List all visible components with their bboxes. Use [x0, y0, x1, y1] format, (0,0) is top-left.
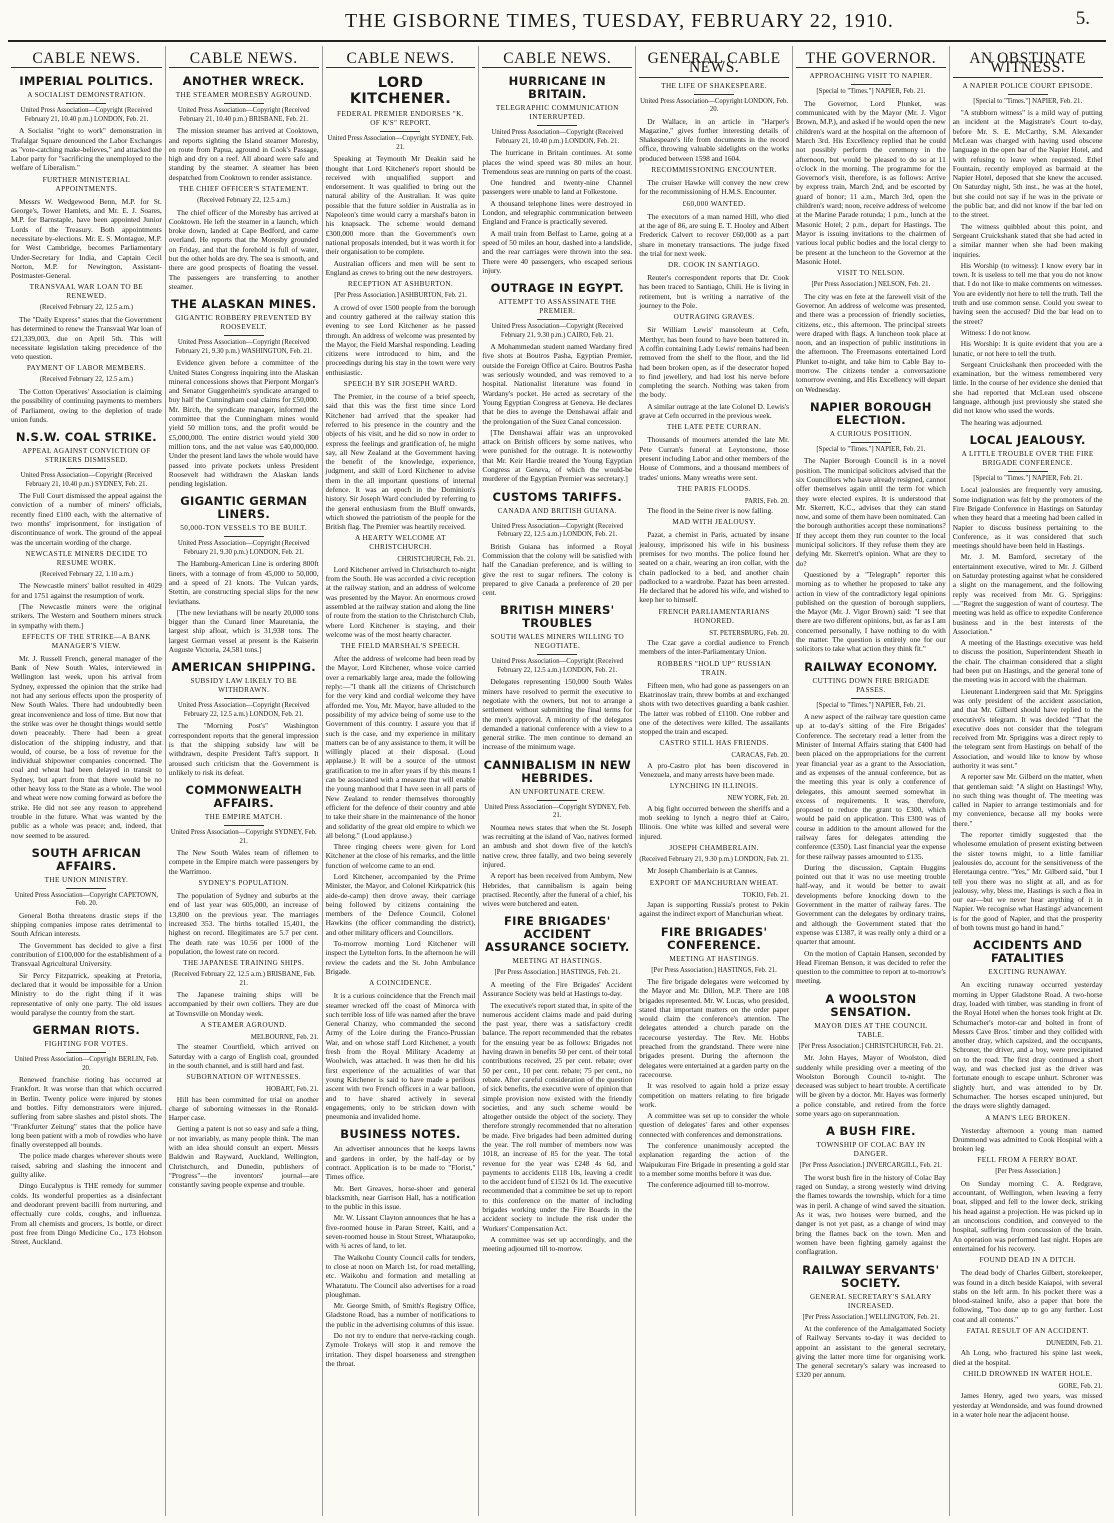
dateline: [Special to "Times."] NAPIER, Feb. 21. — [816, 445, 926, 453]
article-paragraph: The steamer Courtfield, which arrived on Saturday with a cargo of English coal, grounded in the south channel, and is still hard and fast. — [168, 1042, 319, 1070]
article-headline: RAILWAY ECONOMY. — [804, 659, 938, 674]
dateline: United Press Association—Copyright BERLIN, Feb. 20. — [14, 1056, 159, 1072]
article-paragraph: Speaking at Teymouth Mr Deakin said he thought that Lord Kitchener's report should be received with unqualified support and endorsement. It was qualified to bring out the natural ability of the Australian. It was quite possible that the future soldier in Australia as in Napoleon's time would carry a marshal's baton in his knapsack. The scheme would demand £300,000 more than the Government's own national proposals intended, but it was worth it for their organisation to be complete. — [325, 154, 476, 257]
article-paragraph: Hill has been committed for trial on another charge of suborning witnesses in the Ronald-Harper case. — [168, 1094, 319, 1123]
article-paragraph: A committee was set up to consider the whole question of delegates' fares and other expenses connected with conferences and demonstrations. — [639, 1111, 789, 1139]
article-paragraph: Sergeant Cruickshank then proceeded with the examination, but the witness remembered very little. In the course of her evidence she denied that she had reported that McLean used obscene language, although just previously she stated she did not know who used the words. — [952, 359, 1103, 416]
article-subheading: MAYOR DIES AT THE COUNCIL TABLE. — [814, 1021, 928, 1039]
article-subheading: AN UNFORTUNATE CREW. — [509, 787, 606, 796]
article-subheading: EXCITING RUNAWAY. — [988, 968, 1068, 977]
article-subheading: ROBBERS "HOLD UP" RUSSIAN TRAIN. — [657, 659, 772, 677]
article-paragraph: A new aspect of the railway tare question came up at to-day's sitting of the Fire Brigades' Conference. The secretary read a letter from the Minister of Internal Affairs stating that £400 had been placed on the appropriations for the current year financial year as a grant to the Association, and as expenses of the annual conference, but as the meeting this year is only a conference of delegates, this amount seemed somewhat in excess of requirements. It was, therefore, proposed to reduce the grant to £300, which would be paid on application. This £300 was of course in addition to the amount allowed for the railway fares for delegates attending the conference (£350). Last financial year the expense for these railway passes amounted to £135. — [795, 712, 946, 861]
divider — [66, 888, 106, 889]
article-subheading: THE UNION MINISTRY. — [44, 875, 129, 884]
section-banner: CABLE NEWS. — [169, 54, 319, 68]
article-paragraph: His Worship: It is quite evident that you are a lunatic, or not here to tell the truth. — [952, 339, 1103, 358]
article-paragraph: After the address of welcome had been read by the Mayor, Lord Kitchener, whose voice carried over a remarkably large area, made the following reply:—"I thank all the citizens of Christchurch for the very kind and cordial welcome they have afforded me. You, Mr. Mayor, have alluded to the possibility of my advice being of some use to the Government of this country. I assure you that if such is the case, and my experience in military matters can be of any assistance to them, it will be willingly placed at their disposal. (Loud applause.) It will be a source of the utmost gratification to me in after years if by this means I can be associated with a measure that will enable the young manhood that I have seen in all parts of New Zealand to render themselves thoroughly efficient for the defence of their country and able to take their share in the maintenance of the honor and solidarity of the great old empire to which we all belong." (Loud applause.) — [325, 654, 476, 840]
article-headline: CANNIBALISM IN NEW HEBRIDES. — [483, 757, 631, 785]
article-paragraph: A reporter saw Mr. Gilberd on the matter, when that gentleman said: "A slight on Hastings! Why, no such thing was thought of. The meeting was called in Napier to arrange testimonials and for my convenience, because all my books were there." — [952, 772, 1103, 828]
article-paragraph: The Government has decided to give a first contribution of £100,000 for the establishment of a Transvaal Agricultural University. — [11, 940, 162, 969]
dateline: United Press Association—Copyright CAPETOWN, Feb. 20. — [14, 891, 159, 908]
article-paragraph: Mr. George Smith, of Smith's Registry Office, Gladstone Road, has a number of notifications to the public in the advertising columns of this issue. — [325, 1301, 476, 1329]
dateline: United Press Association—Copyright (Received February 21, 9.30 p.m.) WASHINGTON, Feb. 21. — [175, 339, 312, 355]
article-subheading: GENERAL SECRETARY'S SALARY INCREASED. — [809, 1292, 932, 1310]
article-subheading: THE CHIEF OFFICER'S STATEMENT. — [178, 185, 309, 194]
article-subheading: THE LATE PETE CURRAN. — [666, 423, 762, 432]
article-subheading: RECOMMISSIONING ENCOUNTER. — [651, 166, 777, 175]
article-paragraph: Noumea news states that when the St. Joseph was recruiting at the island of Vao, natives formed an ambush and shot down five of the ketch's native crew, three fatally, and two being severely injured. — [482, 822, 633, 869]
article-subheading: EXPORT OF MANCHURIAN WHEAT. — [649, 878, 779, 887]
divider — [66, 1052, 106, 1053]
article-paragraph: The flood in the Seine river is now falling. — [647, 506, 774, 516]
divider — [1008, 94, 1048, 95]
article-paragraph: It is a curious coincidence that the French mail steamer wrecked off the coast of Minorca with such terrible loss of life was named after the brave General Chanzy, who commanded the second Army of the Loire during the Franco-Prussian War, and on whose staff Lord Kitchener, a youth fresh from the Royal Military Academy at Woolwich, was attached. It was then he did his first experience of the actualities of war that young Kitchener is said to have made a perilous ascent with two French officers in a war balloon, and to have shared actively in several engagements, only to be stricken down with pneumonia and invalided home. — [325, 991, 476, 1122]
dateline: NEW YORK, Feb. 20. — [727, 795, 789, 803]
divider — [537, 125, 577, 126]
article-paragraph: An exciting runaway occurred yesterday morning in Upper Gladstone Road. A two-horse dray, loaded with timber, was standing in front of the Royal Hotel when the horses took fright at Dr. Schumacher's motor-car and bolted in front of Messrs Cave Bros.' timber and they collided with another dray, which capsized, and the occupants, Schroner, the driver, and a boy, were precipitated on to the road. The first dray continued a short way, and was checked just as the driver was fortunate enough to escape unhurt. Schroner was slightly hurt, and was attended to by Dr. Schumacher. The horses escaped uninjured, but the drays were slightly damaged. — [952, 980, 1103, 1111]
article-paragraph: Local jealousies are frequently very amusing. Some indignation was felt by the promoters of the Fire Brigade Conference in Hastings on Saturday when they heard that a meeting had been called in Napier to discuss business pertaining to the Conference, as it was considered that such meetings should have been held in Hastings. — [952, 485, 1103, 551]
article-paragraph: The city was en fete at the farewell visit of the Governor. An address of welcome was presented, and there was a procession of friendly societies, citizens, etc., this afternoon. The principal streets were draped with flags. A luncheon took place at noon, and an inspection of public institutions in the afternoon. The Freemasons entertained Lord Plunket to-night, and take him to Cable Bay to-morrow. The citizens tender a conversazione tomorrow evening, and His Excellency will depart on Wednesday. — [795, 291, 946, 394]
article-paragraph: Mr. Bert Greaves, horse-shoer and general blacksmith, near Garrison Hall, has a notification to the public in this issue. — [325, 1183, 476, 1212]
article-paragraph: His Worship (to witness): I know every bar in town. It is useless to tell me that you do not know that. I do not like to make comments on witnesses. You are evidently not here to tell the truth. Tell the truth and use common sense. Could you swear to having seen the accused? Did the bar lead on to the street? — [952, 260, 1103, 326]
dateline: (Received February 22, 1.10 a.m.) — [39, 570, 134, 578]
article-headline: HURRICANE IN BRITAIN. — [508, 74, 606, 102]
article-paragraph: Yesterday afternoon a young man named Drummond was admitted to Cook Hospital with a broken leg. — [952, 1125, 1103, 1154]
article-paragraph: Dr Wallace, in an article in "Harper's Magazine," gives further interesting details of Shakespeare's life from documents in the record office, throwing valuable sidelights on the works produced between 1598 and 1604. — [639, 116, 789, 163]
article-headline: THE ALASKAN MINES. — [170, 297, 317, 312]
article-paragraph: The conference unanimously accepted the explanation regarding the action of the Waipukurau Fire Brigade in presenting a gold star to a member some months before it was due. — [639, 1141, 789, 1178]
divider — [851, 84, 891, 85]
article-paragraph: The Newcastle miners' ballot resulted in 4029 for and 1751 against the resumption of work. — [11, 581, 162, 600]
article-headline: A BUSH FIRE. — [826, 1124, 916, 1139]
dateline: [Per Press Association.] CHRISTCHURCH, Feb. 21. — [798, 1042, 944, 1050]
dateline: (Received February 22, 12.5 a.m.) — [39, 304, 134, 312]
article-paragraph: The Cotton Operatives' Association is claiming the possibility of continuing payments to members of Parliament, owing to the depletion of trade union funds. — [11, 386, 162, 424]
article-paragraph: The "Daily Express" states that the Government has determined to renew the Transvaal War loan of £21,339,003, due on April 5th. This will necessitate legislation taking precedence of the veto question. — [11, 314, 162, 362]
article-paragraph: Sir William Lewis' mausoleum at Cefn, Merthyr, has been found to have been battered in. A coffin containing Lady Lewis' remains had been removed from the shelf to the floor, and the lid had been broken open, as if the desecrator hoped to find jewellery, and had lost his nerve before completing the search. Nothing was taken from the body. — [639, 325, 789, 400]
article-headline: A WOOLSTON SENSATION. — [825, 991, 917, 1019]
article-subheading: THE EMPIRE MATCH. — [204, 813, 283, 822]
dateline: [Per Press Association.] NELSON, Feb. 21. — [811, 281, 931, 289]
article-paragraph: A pro-Castro plot has been discovered in Venezuela, and many arrests have been made. — [639, 760, 789, 780]
article-subheading: 50,000-TON VESSELS TO BE BUILT. — [180, 524, 308, 533]
divider — [380, 131, 420, 132]
article-subheading: SYDNEY'S POPULATION. — [198, 879, 289, 888]
article-paragraph: The "Morning Post's" Washington correspondent reports that the general impression is that the shipping subsidy law will be withdrawn, despite President Taft's support. It aroused such criticism that the Government is unlikely to risk its defeat. — [168, 721, 319, 777]
dateline: GORE, Feb. 21. — [1058, 1382, 1103, 1390]
divider — [537, 519, 577, 520]
article-subheading: LYNCHING IN ILLINOIS. — [669, 782, 759, 791]
article-paragraph: The Hamburg-American Line is ordering 800ft liners, with a tonnage of from 45,000 to 50,000, and a speed of 21 knots. The Vulcan yards, Stettin, are constructing special slips for the new leviathans. — [168, 559, 319, 606]
article-headline: LORD KITCHENER. — [349, 75, 452, 108]
article-paragraph: An advertiser announces that he keeps lawns and gardens in order, by the half-day or by contract. Application is to be made to "Florist," Times office. — [325, 1144, 476, 1182]
article-paragraph: Do not try to endure that nerve-racking cough. Zymole Trokeys will stop it and remove the irritation. They dispel hoarseness and strengthen the throat. — [325, 1331, 476, 1368]
dateline: [Per Press Association.] — [995, 1168, 1061, 1176]
article-headline: ANOTHER WRECK. — [182, 74, 305, 89]
article-subheading: TRANSVAAL WAR LOAN TO BE RENEWED. — [29, 283, 144, 301]
article-subheading: FATAL RESULT OF AN ACCIDENT. — [966, 1327, 1089, 1336]
article-headline: ACCIDENTS AND FATALITIES — [973, 938, 1083, 966]
article-subheading: SUBSIDY LAW LIKELY TO BE WITHDRAWN. — [190, 677, 297, 695]
article-subheading: MEETING AT HASTINGS. — [512, 957, 603, 966]
divider — [851, 442, 891, 443]
article-headline: FIRE BRIGADES' CONFERENCE. — [660, 924, 768, 952]
article-paragraph: The dead body of Charles Gilbert, storekeeper, was found in a ditch beside Kaiapoi, with several stabs on the left arm. In his pocket there was a blood-stained knife, also a paper that bore the following, "Too done up to go any further. Lost coat and all contents." — [952, 1268, 1103, 1324]
article-headline: FIRE BRIGADES' ACCIDENT ASSURANCE SOCIETY. — [484, 914, 630, 955]
dateline: United Press Association—Copyright (Received February 22, 12.5 a.m.) LONDON, Feb. 21. — [177, 702, 310, 718]
article-paragraph: Lord Kitchener arrived in Christchurch to-night from the South. He was accorded a civic reception at the railway station, and an address of welcome was presented by the Mayor. An enormous crowd assembled at the railway station and along the line of route from the station to the Christchurch Club, where Lord Kitchener is staying, and their welcome was of the most hearty character. — [325, 564, 476, 639]
column-7 — [949, 46, 1106, 1516]
article-headline: N.S.W. COAL STRIKE. — [15, 430, 157, 445]
article-paragraph: Mr. John Hayes, Mayor of Woolston, died suddenly while presiding over a meeting of the Woolston Borough Council to-night. The deceased was subject to heart trouble. A certificate will be given by a doctor. Mr. Hayes was formerly a police constable, and retired from the force some years ago on superannuation. — [795, 1053, 946, 1119]
article-subheading: A CURIOUS POSITION. — [829, 429, 912, 438]
divider — [694, 94, 734, 95]
article-headline: BRITISH MINERS' TROUBLES — [500, 603, 615, 631]
article-paragraph: A crowd of over 1500 people from the borough and country gathered at the railway station this evening to see Lord Kitchener as he passed through. An address of welcome was presented by the Mayor, the Field Marshal responding. Leading citizens were introduced to him, and the proceedings during his stay in the town were very enthusiastic. — [325, 302, 476, 377]
article-paragraph: Lord Kitchener, accompanied by the Prime Minister, the Mayor, and Colonel Kirkpatrick (his aide-de-camp) then drove away, their carriage being followed by citizens containing the members of the Defence Council, Colonel Hawkins (the officer commanding the district), and other military officers and Councillors. — [325, 871, 476, 937]
dateline: MELBOURNE, Feb. 21. — [250, 1034, 319, 1042]
article-paragraph: Mr. J. M. Bamford, secretary of the entertainment executive, wired to Mr. J. Gilberd on Saturday protesting against what he considered a slight on the management, and the following reply was received from Mr. G. Spriggins:—"Regret the suggestion of want of courtesy. The meeting was held as office to expedite Conference business and in the best interests of the Association." — [952, 552, 1103, 636]
masthead — [0, 0, 1114, 40]
article-paragraph: [The new leviathans will be nearly 20,000 tons bigger than the Cunard liner Mauretania, the largest ship afloat, which is 31,938 tons. The largest German vessel at present is the Kaiserin Auguste Victoria, 24,581 tons.] — [168, 607, 319, 655]
article-headline: COMMONWEALTH AFFAIRS. — [185, 783, 302, 811]
article-paragraph: The Full Court dismissed the appeal against the conviction of a number of miners' officials, recently fined £100 each, with the alternative of two months' imprisonment, for instigation of discontinuance of work. The ground of the appeal was the uncertain wording of the charge. — [11, 491, 162, 547]
article-paragraph: The Czar gave a cordial audience to French members of the inter-Parliamentary Union. — [639, 638, 789, 657]
dateline: [Per Press Association.] ASHBURTON, Feb. 21. — [334, 292, 467, 300]
article-subheading: SUBORNATION OF WITNESSES. — [186, 1073, 302, 1082]
article-headline: BUSINESS NOTES. — [340, 1127, 461, 1142]
dateline: [Per Press Association.] INVERCARGILL, Feb. 21. — [799, 1162, 942, 1170]
divider — [851, 698, 891, 699]
article-headline: AMERICAN SHIPPING. — [171, 660, 316, 675]
article-subheading: MAD WITH JEALOUSY. — [672, 518, 756, 527]
article-paragraph: During the discussion, Captain Huggins pointed out that it was no use meeting trouble half-way, and it would be better to await developments before knocking down to the Government in the matter of railway fares. The Government can the delegates by ordinary trains, and although the Government stated that the expense was £1387, it was really only a third or a quarter that amount. — [795, 862, 946, 947]
article-paragraph: Ah Long, who fractured his spine last week, died at the hospital. — [952, 1348, 1103, 1367]
dateline: [Special to "Times."] NAPIER, Feb. 21. — [816, 88, 926, 96]
article-paragraph: Three ringing cheers were given for Lord Kitchener at the close of his remarks, and the little function of welcome came to an end. — [325, 842, 476, 870]
article-paragraph: The population of Sydney and suburbs at the end of last year was 605,000, an increase of 13,800 on the previous year. The marriages increased 353. The births totalled 15,401, the highest on record. Illegitimates are 5.7 per cent. The death rate was 10.56 per 1000 of the population, the lowest rate on record. — [168, 891, 319, 956]
article-headline: RAILWAY SERVANTS' SOCIETY. — [802, 1262, 940, 1290]
article-paragraph: Japan is supporting Russia's protest to Pekin against the indirect export of Manchurian wheat. — [639, 899, 789, 919]
dateline: United Press Association—Copyright (Received February 22, 12.5 a.m.) LONDON, Feb. 21. — [491, 522, 624, 539]
article-paragraph: Mr Joseph Chamberlain is at Cannes. — [647, 866, 758, 876]
divider — [224, 103, 264, 104]
article-paragraph: Australian officers and men will be sent to England as crews to bring out the new destroyers. — [325, 258, 476, 277]
article-paragraph: The Waikohu County Council calls for tenders, to close at noon on March 1st, for road metalling, etc. Waikohu and formation and metalling at Whatatutu. The Council also advertises for a road ploughman. — [325, 1252, 476, 1299]
dateline: (Received February 22, 12.5 a.m.) — [39, 376, 134, 384]
article-subheading: A MAN'S LEG BROKEN. — [985, 1113, 1071, 1122]
article-headline: GERMAN RIOTS. — [32, 1023, 141, 1038]
dateline: United Press Association—Copyright SYDNEY, Feb. 21. — [327, 135, 474, 151]
section-banner: CABLE NEWS. — [326, 54, 476, 68]
article-paragraph: Mr. J. Russell French, general manager of the Bank of New South Wales, interviewed in Wellington last week, upon his arrival from Sydney, expressed the opinion that the strike had not had any serious effects upon the prosperity of New South Wales. There had undoubtedly been great inconvenience and loss of time. But now that the strike was over he thought things would settle down peaceably. There had been a great dislocation of the shipping industry, and that would, of course, be a loss of revenue for the individual shipowner companies concerned. The coal and wheat had been delayed in transit to Sydney, but apart from that there would be no other heavy loss to the State as a whole. The wool and wheat were now coming forward as before the strike. He did not see any reason to apprehend trouble in the future. What was wanted by the public as a whole was peace; and, indeed, that now seemed to be assured. — [11, 653, 162, 840]
article-paragraph: The Premier, in the course of a brief speech, said that this was the first time since Lord Kitchener had arrived that the speaker had referred to his presence in the country and the objects of his visit, and he did so now in order to express the feelings and gratification of, he might say, all New Zealand at the Government having the benefit of the knowledge, experience, judgment, and skill of Lord Kitchener to advise them in the all important questions of internal defence. It was an epoch in the Dominion's history. Sir Joseph Ward concluded by referring to the general enthusiasm from the Bluff onwards, which showed the patriotism of the people for the British flag. The Premier was heartily received. — [325, 392, 476, 532]
divider — [537, 654, 577, 655]
article-paragraph: A mail train from Belfast to Larne, going at a speed of 50 miles an hour, dashed into a landslide, and the rear carriages were thrown into the sea. There were 40 passengers, who escaped serious injury. — [482, 228, 633, 275]
dateline: CARACAS, Feb. 20. — [731, 752, 789, 760]
masthead-title: THE GISBORNE TIMES, TUESDAY, FEBRUARY 22, 1910. — [345, 10, 894, 32]
article-paragraph: It was resolved to again hold a prize essay competition on matters relating to fire brigade work. — [639, 1081, 789, 1109]
article-subheading: FEDERAL PREMIER ENDORSES "K. OF K'S" REPORT. — [337, 110, 464, 128]
column-3 — [322, 46, 479, 1516]
article-paragraph: On Sunday morning C. A. Redgrave, accountant, of Wellington, when leaving a ferry boat, slipped and fell to the lower deck, striking his head against a projection. He was picked up in an unconscious condition, and conveyed to the hospital, suffering from concussion of the brain. An operation was performed last night. Hopes are entertained for his recovery. — [952, 1178, 1103, 1253]
article-headline: NAPIER BOROUGH ELECTION. — [810, 399, 932, 427]
article-paragraph: [The Newcastle miners were the original strikers. The Western and Southern miners struck in sympathy with them.] — [11, 602, 162, 630]
article-subheading: £60,000 WANTED. — [682, 199, 746, 208]
article-paragraph: A report has been received from Ambym, New Hebrides, that cannibalism is again being practised. Recently, after the funeral of a chief, his wives were butchered and eaten. — [482, 871, 633, 909]
page-number: 5. — [1075, 8, 1090, 29]
article-subheading: TELEGRAPHIC COMMUNICATION INTERRUPTED. — [495, 104, 619, 122]
dateline: (Received February 22, 12.5 a.m.) BRISBANE, Feb. 21. — [171, 971, 316, 987]
article-paragraph: The Japanese training ships will be accompanied by their own colliers. They are due at Townsville on Monday week. — [168, 990, 319, 1018]
article-paragraph: On the motion of Captain Hansen, seconded by Head Fireman Benson, it was decided to refer the question to the committee to report at to-morrow's meeting. — [795, 948, 946, 986]
article-paragraph: One hundred and twenty-nine Channel passengers were unable to land at Folkestone. — [482, 178, 633, 197]
article-headline: GIGANTIC GERMAN LINERS. — [180, 494, 308, 522]
dateline: United Press Association—Copyright (Received February 21, 10.40 p.m.) LONDON, Feb. 21. — [491, 129, 624, 145]
dateline: United Press Association—Copyright (Received February 22, 12.5 a.m.) LONDON, Feb. 21. — [491, 658, 624, 674]
article-paragraph: Delegates representing 150,000 South Wales miners have resolved to permit the executive to negotiate with the owners, but not to arrange a settlement without submitting the final terms for the men's approval. A minority of the delegates demanded a national conference with a view to a general strike. The men continue to demand an increase of the minimum wage. — [482, 677, 633, 752]
section-banner: GENERAL CABLE NEWS. — [639, 54, 789, 78]
divider — [224, 536, 264, 537]
article-subheading: FURTHER MINISTERIAL APPOINTMENTS. — [42, 175, 131, 193]
article-paragraph: The chief officer of the Moresby has arrived at Cooktown. He left the steamer in a launch, which broke down, landed at Cape Bedford, and came overland. He reports that the Moresby grounded on Friday, and that the forehold is full of water, but the other holds are dry. The sea is smooth, and there are good prospects of floating the vessel. The passengers are transferring to another steamer. — [168, 207, 319, 291]
divider — [537, 319, 577, 320]
article-subheading: A SOCIALIST DEMONSTRATION. — [27, 91, 146, 100]
article-paragraph: Dingo Eucalyptus is THE remedy for summer colds. Its wonderful properties as a disinfectant and deodorant prevent bacilli from nurturing, and effectually cure colds, coughs, and influenza. From all chemists and grocers, 1s bottle, or direct post free from Dingo Medicine Co., 173 Hobson Street, Auckland. — [11, 1181, 162, 1247]
article-paragraph: To-morrow morning Lord Kitchener will inspect the Lyttelton forts. In the afternoon he will review the cadets and the St. John Ambulance Brigade. — [325, 939, 476, 976]
article-headline: LOCAL JEALOUSY. — [969, 432, 1086, 447]
article-paragraph: Mr. W. Lissant Clayton announces that he has a five-roomed house in Parau Street, Kaiti, and a seven-roomed house in Stout Street, Whataupoko, with ¾ acres of land, to let. — [325, 1213, 476, 1251]
article-subheading: FELL FROM A FERRY BOAT. — [977, 1156, 1078, 1165]
article-paragraph: Sir Percy Fitzpatrick, speaking at Pretoria, declared that it would be impossible for a Union Ministry to do the right thing if it was representative of only one party. The old issues would paralyse the country from the start. — [11, 970, 162, 1017]
article-subheading: FRENCH PARLIAMENTARIANS HONORED. — [658, 607, 770, 625]
article-subheading: A LITTLE TROUBLE OVER THE FIRE BRIGADE CONFERENCE. — [961, 449, 1094, 467]
article-paragraph: A Socialist "right to work" demonstration in Trafalgar Square denounced the Labor Exchanges as "vote-catching make-believes," and attacked the Labor party for "sacrificing the unemployed to the welfare of Liberalism." — [11, 126, 162, 173]
article-paragraph: At the conference of the Amalgamated Society of Railway Servants to-day it was decided to appoint an assistant to the general secretary, giving the latter more time for organising work. The general secretary's salary was increased to £320 per annum. — [795, 1324, 946, 1380]
article-subheading: A COINCIDENCE. — [369, 979, 432, 988]
article-subheading: ATTEMPT TO ASSASSINATE THE PREMIER. — [498, 298, 617, 316]
article-headline: SOUTH AFRICAN AFFAIRS. — [31, 845, 142, 873]
dateline: HOBART, Feb. 21. — [266, 1086, 319, 1094]
masthead-rule — [8, 40, 1106, 42]
dateline: CHRISTCHURCH, Feb. 21. — [397, 556, 476, 564]
article-paragraph: The Napier Borough Council is in a novel position. The municipal solicitors advised that the six Councillors who have already resigned, cannot offer themselves again until the term for which they were elected expires. It is understood that Mr. Skerrett, K.C., advises that they can stand now, and some of them have been nominated. Can the borough authorities accept these nominations? If they accept them they run counter to the local municipal solicitors. If they refuse them they are defying Mr. Skerrett's opinion. What are they to do? — [795, 456, 946, 568]
article-paragraph: Witness: I do not know. — [960, 327, 1031, 337]
article-paragraph: Lieutenant Lindergreen said that Mr. Spriggins was only president of the accident association, and that Mr. Gilberd should have replied to the executive's telegram. It was decided "That the executive does not consider that the telegram received from Mr. Spriggins was a direct reply to the telegram sent from Hastings on behalf of the Association, and would like to know by whose authority it was sent." — [952, 686, 1103, 770]
article-subheading: APPROACHING VISIT TO NAPIER. — [809, 72, 933, 81]
article-subheading: SPEECH BY SIR JOSEPH WARD. — [343, 380, 458, 389]
article-subheading: VISIT TO NELSON. — [837, 269, 905, 278]
article-subheading: NEWCASTLE MINERS DECIDE TO RESUME WORK. — [25, 549, 148, 567]
article-paragraph: The hearing was adjourned. — [960, 417, 1043, 427]
article-paragraph: The executors of a man named Hill, who died at the age of 86, are suing E. T. Hooley and Albert Frederick Calvert to recover £60,000 as a part share in monetary transactions. The judge fixed the trial for next week. — [639, 211, 789, 258]
article-subheading: THE PARIS FLOODS. — [677, 484, 751, 493]
dateline: TOKIO, Feb. 21. — [742, 891, 789, 899]
column-2 — [165, 46, 322, 1516]
article-paragraph: Evidence given before a committee of the United States Congress inquiring into the Alaskan mineral concessions shows that Pierpont Morgan's and Senator Guggenheim's syndicate arranged to buy half the Cunningham coal claims for £50,000. Mr. Birch, the syndicate manager, informed the committee that the Cunningham mines would yield 50 million tons, and the profit would be £5,000,000. The entire district would yield 300 million tons, and the net value was £40,000,000. Under the present land laws the whole would have passed into private pockets unless President Roosevelt had withdrawn the Alaskan lands pending legislation. — [168, 358, 319, 489]
article-subheading: THE JAPANESE TRAINING SHIPS. — [183, 959, 305, 968]
article-paragraph: James Henry, aged two years, was missed yesterday at Wendonside, and was found drowned in a water hole near the adjacent house. — [952, 1391, 1103, 1419]
article-paragraph: The fire brigade delegates were welcomed by the Mayor and Mr. Dillon, M.P. There are 108 brigades represented. Mr. W. Lucas, who presided, stated that important matters on the order paper would claim the conference's attention. The delegates attended a church parade on the racecourse yesterday. The Rev. Mr. Hobbs preached from the grandstand. There were nine brigades present. During the afternoon the delegates were entertained at a garden party on the racecourse. — [639, 977, 789, 1079]
dateline: United Press Association—Copyright (Received February 21, 10.40 p.m.) SYDNEY, Feb. 21. — [20, 472, 153, 488]
article-subheading: PAYMENT OF LABOR MEMBERS. — [26, 364, 146, 373]
divider — [1008, 471, 1048, 472]
divider — [224, 335, 264, 336]
article-paragraph: The mission steamer has arrived at Cooktown, and reports sighting the Island steamer Moresby, en route from Papua, aground in Cook's Passage, high and dry on a reef. All aboard were safe and standing by the steamer. A steamer has been despatched from Cooktown to render assistance. — [168, 126, 319, 182]
divider — [224, 825, 264, 826]
article-subheading: FIGHTING FOR VOTES. — [44, 1040, 129, 1049]
article-subheading: TOWNSHIP OF COLAC BAY IN DANGER. — [816, 1141, 926, 1159]
section-banner: AN OBSTINATE WITNESS. — [953, 54, 1103, 78]
article-subheading: CHILD DROWNED IN WATER HOLE. — [962, 1369, 1093, 1378]
article-paragraph: Messrs W. Wedgewood Benn, M.P. for St. George's, Tower Hamlets, and Mr. E. J. Soares, M.P. for Barnstaple, have been appointed Junior Lords of the Treasury. Both appointments necessitate by-elections. Mr. E. S. Montague, M.P. for West Cambridge, becomes Parliamentary Under-Secretary for India, and Captain Cecil Norton, M.P. for Newington, Assistant-Postmaster-General. — [11, 196, 162, 281]
article-subheading: THE FIELD MARSHAL'S SPEECH. — [340, 642, 461, 651]
article-subheading: CANADA AND BRITISH GUIANA. — [497, 506, 617, 515]
article-subheading: JOSEPH CHAMBERLAIN. — [669, 843, 759, 852]
dateline: PARIS, Feb. 20. — [744, 497, 789, 505]
dateline: [Special to "Times."] NAPIER, Feb. 21. — [973, 97, 1083, 105]
article-subheading: DR. COOK IN SANTIAGO. — [668, 261, 761, 270]
article-paragraph: The Governor, Lord Plunket, was communicated with by the Mayor (Mr. J. Vigor Brown, M.P.), and asked if he would open the new children's ward at the hospital on the afternoon of March 3rd. His Excellency replied that he could not possibly perform the ceremony in the afternoon, but would be pleased to do so at 11 o'clock in the morning. The programme for the Governor's visit, therefore, is as follows: Arrive by express train, March 2nd, and be escorted by guard of honor; 11 a.m., March 3rd, open the children's ward; noon, receive address of welcome at the Marine Parade rotunda; 1 p.m., lunch at the Masonic Hotel; 2 p.m., depart for Hastings. The Mayor is issuing invitations to the chairmen of various local public bodies and the local clergy to be present at the luncheon to the Governor at the Masonic Hotel. — [795, 98, 946, 266]
dateline: United Press Association—Copyright (Received February 21, 10.40 p.m.) BRISBANE, Feb. 21. — [177, 107, 310, 123]
article-subheading: GIGANTIC ROBBERY PREVENTED BY ROOSEVELT. — [175, 314, 313, 332]
article-subheading: MEETING AT HASTINGS. — [669, 954, 759, 963]
article-headline: OUTRAGE IN EGYPT. — [490, 281, 624, 296]
dateline: (Received February 21, 9.30 p.m.) LONDON, Feb. 21. — [639, 855, 789, 863]
article-subheading: CASTRO STILL HAS FRIENDS. — [659, 739, 769, 748]
article-paragraph: The cruiser Hawke will convey the new crew for the recommissioning of H.M.S. Encounter. — [639, 178, 789, 197]
article-paragraph: A meeting of the Fire Brigades' Accident Assurance Society was held at Hastings to-day. — [482, 979, 633, 999]
section-banner: CABLE NEWS. — [11, 54, 162, 68]
article-paragraph: The conference adjourned till to-morrow. — [647, 1180, 770, 1190]
divider — [224, 698, 264, 699]
article-paragraph: Reuter's correspondent reports that Dr. Cook has been traced to Santiago, Chili. He is living in retirement, but is writing a narrative of the journey to the Pole. — [639, 273, 789, 311]
dateline: [Per Press Association.] WELLINGTON, Feb. 21. — [802, 1313, 940, 1321]
article-paragraph: British Guiana has informed a Royal Commission that the colony will be satisfied with half the Canadian preference, and is willing to give the rest to sugar refiners. The colony is prepared to give Canada a preference of 20 per cent. — [482, 541, 633, 598]
dateline: ST. PETERSBURG, Feb. 20. — [709, 629, 789, 637]
article-paragraph: Questioned by a "Telegraph" reporter this morning as to whether he proposed to take any action in view of the contradictory legal opinions published on the question of borough suppliers, the Mayor (Mr. J. Vigor Brown) said: "I see that there are two different opinions, but, as far as I am concerned personally, I have nothing to do with the matter. The question is entirely one for our solicitors to take what action they think fit." — [795, 569, 946, 654]
dateline: DUNEDIN, Feb. 21. — [1046, 1340, 1103, 1348]
article-headline: IMPERIAL POLITICS. — [19, 74, 154, 89]
article-paragraph: The hurricane in Britain continues. At some places the wind speed was 80 miles an hour. Tremendous seas are running on parts of the coast. — [482, 148, 633, 176]
article-subheading: APPEAL AGAINST CONVICTION OF STRIKERS DISMISSED. — [22, 447, 151, 465]
article-subheading: FOUND DEAD IN A DITCH. — [979, 1256, 1076, 1265]
article-subheading: THE LIFE OF SHAKESPEARE. — [661, 81, 767, 90]
article-paragraph: A thousand telephone lines were destroyed in London, and telegraphic communication between England and France is practically severed. — [482, 198, 633, 227]
article-subheading: A HEARTY WELCOME AT CHRISTCHURCH. — [355, 534, 446, 552]
dateline: (Received February 22, 12.5 a.m.) — [197, 197, 291, 205]
article-paragraph: Pazat, a chemist in Paris, actuated by insane jealousy, imprisoned his wife in his business premises for two months. The police found her seated on a chair, wearing an iron collar, with the chain padlocked to a bed, and another chain padlocked to a wardrobe. Pazat has been arrested. He declared that he adored his wife, and wished to keep her to himself. — [639, 530, 789, 605]
article-subheading: SOUTH WALES MINERS WILLING TO NEGOTIATE. — [490, 633, 625, 651]
columns — [8, 46, 1106, 1516]
article-headline: CUSTOMS TARIFFS. — [492, 489, 623, 504]
article-paragraph: The New South Wales team of riflemen to compete in the Empire match were passengers by the Warrimoo. — [168, 848, 319, 876]
article-paragraph: A Mohammedan student named Wardany fired five shots at Boutros Pasha, Egyptian Premier, outside the Foreign Office at Cairo. Boutros Pasha was seriously wounded, and was removed to a hospital. Nationalist literature was found in Wardany's pocket. He acted as secretary of the Young Egyptian Congress at Geneva. He declares that he dies to avenge the Denshawai affair and the prolongation of the Suez Canal concession. — [482, 342, 633, 426]
column-4 — [478, 46, 635, 1516]
dateline: [Special to "Times."] NAPIER, Feb. 21. — [816, 701, 926, 709]
article-paragraph: A big fight occurred between the sheriffs and a mob seeking to lynch a negro thief at Cairo, Illinois. One white was killed and several were injured. — [639, 803, 789, 841]
divider — [537, 800, 577, 801]
column-6 — [792, 46, 949, 1516]
dateline: United Press Association—Copyright SYDNEY, Feb. 21. — [484, 803, 631, 820]
dateline: [Special to "Times."] NAPIER, Feb. 21. — [973, 474, 1083, 482]
article-subheading: OUTRAGING GRAVES. — [673, 313, 755, 322]
article-subheading: CUTTING DOWN FIRE BRIGADE PASSES. — [812, 676, 930, 694]
dateline: United Press Association—Copyright (Received February 21, 9.30 p.m.) LONDON, Feb. 21. — [177, 540, 310, 556]
column-5 — [635, 46, 792, 1516]
article-paragraph: A similar outrage at the late Colonel D. Lewis's grave at Cefn occurred in the previous week. — [639, 401, 789, 421]
dateline: United Press Association—Copyright (Received February 21, 9.30 p.m.) CAIRO, Feb. 21. — [491, 323, 624, 339]
dateline: United Press Association—Copyright (Received February 21, 10.40 p.m.) LONDON, Feb. 21. — [20, 107, 153, 123]
article-paragraph: A committee was set up accordingly, and the meeting adjourned till to-morrow. — [482, 1234, 633, 1254]
dateline: [Per Press Association.] HASTINGS, Feb. 21. — [651, 966, 777, 974]
article-subheading: A NAPIER POLICE COURT EPISODE. — [962, 81, 1093, 90]
article-paragraph: General Botha threatens drastic steps if the shipping companies impose rates detrimental to South African interests. — [11, 910, 162, 939]
dateline: United Press Association—Copyright SYDNEY, Feb. 21. — [170, 829, 317, 845]
article-paragraph: [The Denshawai affair was an unprovoked attack on British officers by some natives, who were punished for the outrage. It is noteworthy that Mr. Keir Hardie treated the Young Egyptian Congress at Geneva, of which the would-be murderer of the Egyptian Premier was secretary.] — [482, 427, 633, 484]
section-banner: CABLE NEWS. — [482, 54, 632, 68]
article-subheading: A STEAMER AGROUND. — [200, 1021, 287, 1030]
article-paragraph: The worst bush fire in the history of Colac Bay raged on Sunday, a strong westerly wind driving the flames towards the township, which for a time was in peril. A change of wind saved the situation. As it was, two houses were burned, and the danger is not yet past, as a change of wind may bring the flames back on the town. Men and women have been fighting gamely against the conflagration. — [795, 1172, 946, 1257]
article-paragraph: Getting a patent is not so easy and safe a thing, or not invariably, as many people think. The man with an idea should consult an expert. Messrs Baldwin and Rayward, Auckland, Wellington, Christchurch, and Dunedin, publishers of "Progress"—the inventors' journal—are constantly saving people expense and trouble. — [168, 1124, 319, 1190]
article-paragraph: The reporter timidly suggested that the wholesome emulation of present existing between the sister towns might, to a little familiar jealousies do, account for the sensitiveness of the Heretaunga centre. "Yes," Mr. Gilberd said, "but I tell you there was no slight at all, and as for jealousy, why, bless me, Hastings is such a flea in our ear—but we never hear anything of it in Napier. We recognise what Hastings' advancement is for the good of Napier, and that the prosperity of both towns must go hand in hand." — [952, 830, 1103, 933]
article-paragraph: Renewed franchise rioting has occurred at Frankfort. It was worse than that which occurred in Berlin. Twenty police were injured by stones and bottles. Fifty demonstrators were injured, suffering from sabre slashes and pistol shots. The "Frankfurter Zeitung" states that the police have long been patient with a mob of rowdies who have finally overstepped all bounds. — [11, 1075, 162, 1150]
column-1 — [8, 46, 165, 1516]
article-paragraph: The executive's report stated that, in spite of the numerous accident claims made and paid during the past year, there was a satisfactory credit balance. The report recommended that the rebates for the ensuing year be as follows: Brigades not having drawn in benefits 50 per cent. of their total contributions received, 25 per cent. rebate; over 50 per cent., 10 per cent. rebate; 75 per cent., no rebate. After careful consideration of the question of sick benefits, the executive were of opinion that simple provision now existed with the friendly societies, and any such scheme would be altogether outside the object of the society. They therefore strongly recommended that no alteration be made. Five brigades had been admitted during the year. The roll number of members now was 1018, an increase of 85 for the year. The total revenue for the year was £248 4s 6d, and payments to accidents £118 10s, leaving a credit to the accident fund of £1521 0s 1d. The executive recommended that a committee be set up to report to this conference on the matter of including brigades working under the Fire Boards in the accident society to include the risk under the Workers' Compensation Act. — [482, 1000, 633, 1233]
article-paragraph: Thousands of mourners attended the late Mr. Pete Curran's funeral at Leytonstone, those present including Labor and other members of the House of Commons, and a thousand members of trades' unions. Many wreaths were sent. — [639, 435, 789, 482]
article-subheading: RECEPTION AT ASHBURTON. — [347, 280, 454, 289]
article-paragraph: Fifteen men, who had gone as passengers on an Ekatrinoslav train, threw bombs at and exchanged shots with two detectives guarding a bank cashier. The latter was robbed of £1100. One robber and one of the detectives were killed. The assailants stopped the train and escaped. — [639, 680, 789, 737]
article-paragraph: A meeting of the Hastings executive was held to discuss the position, Superintendent Sheath in the chair. The chairman considered that a slight had been put on Hastings, and the general tone of the meeting was in accord with the chairman. — [952, 638, 1103, 685]
article-paragraph: The witness quibbled about this point, and Sergeant Cruickshank stated that she had acted in a similar manner when she had been making inquiries. — [952, 221, 1103, 259]
article-subheading: EFFECTS OF THE STRIKE—A BANK MANAGER'S VIEW. — [21, 632, 151, 650]
article-subheading: THE STEAMER MORESBY AGROUND. — [175, 91, 312, 100]
section-banner: THE GOVERNOR. — [796, 54, 946, 68]
divider — [66, 103, 106, 104]
article-paragraph: "A stubborn witness" is a mild way of putting an incident at the Magistrate's Court to-day, before Mr. S. E. McCarthy, S.M. Alexander McLean was charged with having used obscene language in the open bar of the Napier Hotel, and with refusing to leave when requested. Ethel Fountain, recently employed as barmaid at the Napier Hotel, deposed that she knew the accused. On Saturday night, 5th inst., he was at the hotel, but she could not say if he was in the private or the public bar, and did not know if the bar led on to the street. — [952, 108, 1103, 220]
divider — [66, 468, 106, 469]
article-paragraph: The police made charges wherever shouts were raised, sabring and slashing the innocent and guilty alike. — [11, 1151, 162, 1180]
dateline: [Per Press Association.] HASTINGS, Feb. 21. — [494, 969, 621, 977]
dateline: United Press Association—Copyright LONDON, Feb. 20. — [640, 97, 789, 114]
